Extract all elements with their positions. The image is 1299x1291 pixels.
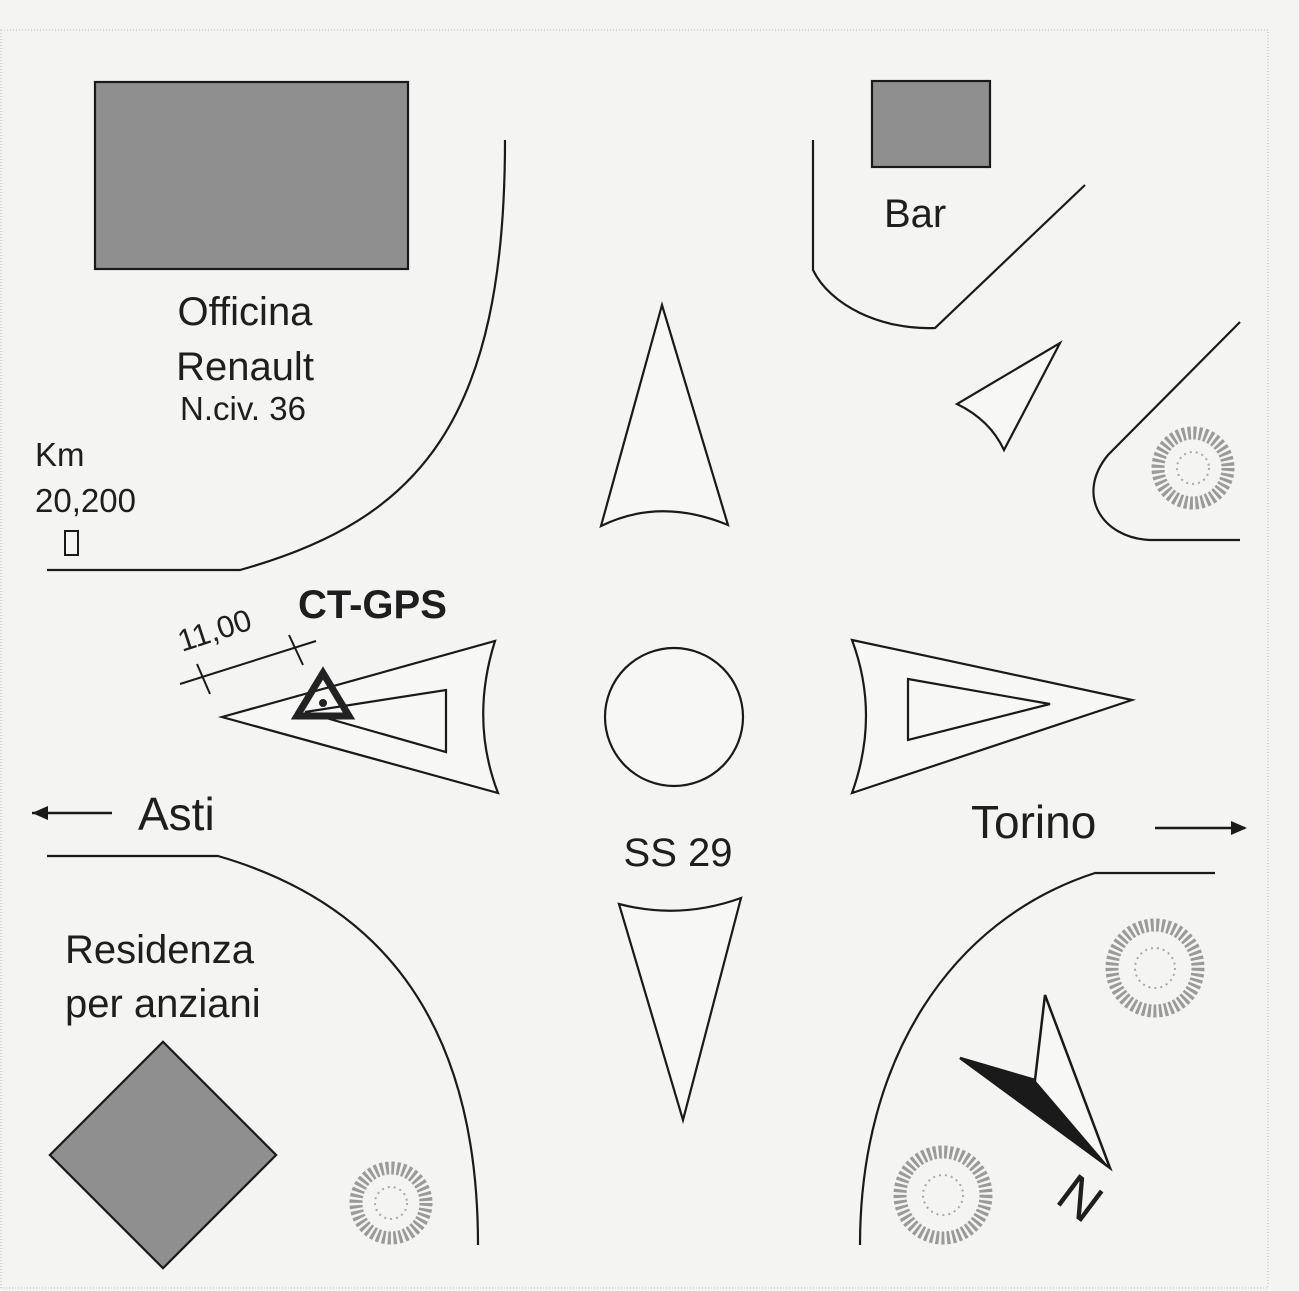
curb-northeast-bar xyxy=(813,140,1085,328)
building-bar xyxy=(872,81,990,167)
label-km: Km xyxy=(35,436,85,473)
label-renault: Renault xyxy=(176,345,314,389)
arrow-icon-east xyxy=(1155,821,1247,835)
building-officina-renault xyxy=(95,82,408,269)
curb-east xyxy=(1093,322,1240,540)
label-north: N xyxy=(1046,1161,1115,1234)
label-distance: 11,00 xyxy=(173,602,256,659)
label-ct-gps: CT-GPS xyxy=(298,583,447,627)
label-road-ss29: SS 29 xyxy=(623,831,733,875)
building-residenza xyxy=(50,1042,276,1268)
tree-canopy-icon xyxy=(1112,925,1198,1011)
roundabout xyxy=(605,648,743,786)
label-bar: Bar xyxy=(884,192,947,236)
tree-canopy-icon xyxy=(356,1168,426,1238)
label-officina: Officina xyxy=(177,290,313,334)
tree-canopy-icon xyxy=(1158,433,1228,503)
label-asti: Asti xyxy=(138,788,215,840)
label-km-value: 20,200 xyxy=(35,482,136,519)
tree-canopy-icon xyxy=(900,1152,986,1238)
label-per-anziani: per anziani xyxy=(65,982,261,1026)
island-northeast xyxy=(957,343,1060,450)
island-south xyxy=(619,898,741,1120)
label-torino: Torino xyxy=(971,796,1097,848)
milestone-icon xyxy=(65,531,78,555)
arrow-icon-west xyxy=(32,806,112,820)
label-civic-number: N.civ. 36 xyxy=(180,390,306,427)
label-residenza: Residenza xyxy=(65,928,255,972)
island-north xyxy=(601,305,728,526)
